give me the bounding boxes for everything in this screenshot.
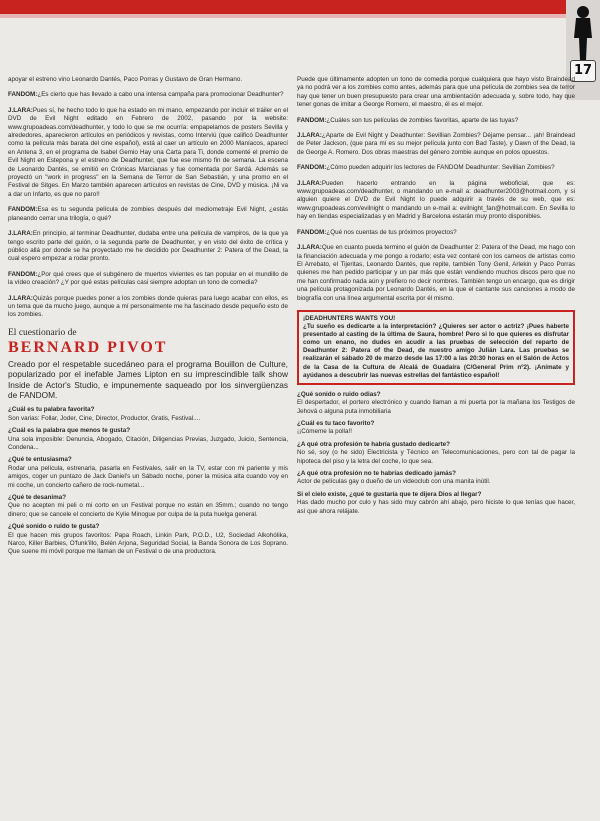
questionnaire-item [8,406,288,423]
header-bar [0,0,600,14]
callout-title: ¡DEADHUNTERS WANTS YOU! [303,314,396,322]
answer: ¡¡Cómeme la polla!! [297,428,352,436]
questionnaire-item [297,441,575,466]
questionnaire-item [8,494,288,519]
interview-paragraph: J.LARA:Pues sí, he hecho todo lo que ha estado en mi mano, empezando por incluir el tráiler en el DVD de Evil Night editado en Febrero de 2002, pasando por la website: www.grupoadeas.com/deadhunter, y todo lo que se me ocurría: empapelamos de posters Sevilla y alrededores, aparecieron artículos en periódicos y revistas, como Interviú (que calificó Deadhunter como la película más barata del cine español), está al caer un artículo en 2000 Maníacos, aparecí en Antena 3, en el programa de Isabel Gemio Hay una Carta para Ti, donde comenté el premio de Evil Night en Estepona y el estreno de Deadhunter, que fue ese mismo fin de semana. La escena de Leonardo Dantés, se emitió en Crónicas Marcianas y fue comentada por Sardá. Además se proyectó un "work in progress" en la Semana de Terror de San Sebastián, y una promo en el Festival de Sitges. En Marzo también aparecen artículos en revistas de Cine, DVD y música. ¡Ni va a dar un Infarto, es que no paro!! [8,106,288,198]
answer: Una sola imposible: Denuncia, Abogado, Citación, Diligencias Previas, Juzgado, Juicio, Sentencia, Condena... [8,435,288,451]
question: ¿Cuál es la palabra que menos te gusta? [8,427,131,435]
interview-paragraph: FANDOM:¿Por qué crees que el subgénero de muertos vivientes es tan popular en el mundillo de la vídeo creación? ¿Y por qué estas películas casi siempre adoptan un tono de comedia? [8,270,288,287]
questionnaire-item [297,470,575,487]
answer: Rodar una película, estrenarla, pasarla en Festivales, salir en la TV, estar con mi pariente y mis amigos, coger un puntazo de Jack Daniel's un Sábado noche, poner la música alta cuando voy en mi coche, un concierto cañero de rock-numetal... [8,464,288,489]
interview-paragraph: FANDOM:¿Cuáles son tus películas de zombies favoritas, aparte de las tuyas? [297,116,519,124]
questionnaire-item [297,420,575,437]
answer: El que hacen mis grupos favoritos: Papa Roach, Linkin Park, P.O.D., U2, Sociedad Alkohólika, Narco, Killer Barbies, O'funk'illo, Belén Arjona, Seguridad Social, la Banda Sonora de Los Soprano. Que suene mi móvil porque me llaman de un Festival o de una productora. [8,531,288,556]
questionnaire-kicker: El cuestionario de [8,327,77,338]
questionnaire-item [297,391,575,416]
interview-paragraph: J.LARA:En principio, al terminar Deadhunter, dudaba entre una película de vampiros, de la que ya tengo escrito parte del guión, o la segunda parte de Deadhunter, y en visto del éxito de crítica y público allá por donde se ha proyectado me he decidido por Deadhunter 2: Patera of the Dead, la cual espero empezar a rodar pronto. [8,230,288,263]
interview-paragraph: J.LARA:Quizás porque puedes poner a los zombies donde quieras para luego acabar con ellos, es un tema que da mucho juego, aunque a mí personalmente me ha fascinado desde pequeño esto de los zombies. [8,294,288,319]
callout-text: ¿Tu sueño es dedicarte a la interpretación? ¿Quieres ser actor o actriz? ¡Pues haberte presentado al casting de la última de Saura, hombre! Pero si lo que quieres es disfrutar como un enano, no dudes en acudir a las pruebas de selección del reparto de Deadhunter 2: Patera of the Dead, de nuestro amigo Julián Lara. Las pruebas se realizarán el sábado 20 de marzo desde las 17:00 a las 20:30 horas en el Salón de Actos de la Casa de la Cultura de Alcalá de Guadaíra (C/General Prim nº2). ¡Anímate y ayúdanos a descubrir las nuevas estrellas del fantástico español! [303,323,569,379]
interview-paragraph: FANDOM:¿Es cierto que has llevado a cabo una intensa campaña para promocionar Deadhunter? [8,91,284,99]
answer: Que no acepten mi peli o mi corto en un Festival porque no están en 35mm.; cuando no tengo dinero; que se cancele el concierto de Kylie Minogue por culpa de la puta huelga general. [8,502,288,518]
answer: Son varias: Follar, Joder, Cine, Director, Productor, Gratis, Festival.... [8,414,201,422]
interview-paragraph: J.LARA:Pueden hacerlo entrando en la página weboficial, que es: www.grupoadeas.com/deadhunter, o mandando un e-mail a: deadhunter2003@hotmail.com, y si alguien quiere el DVD de Evil Night lo puede adquirir a través de su web, que es: www.grupoadeas.com/evilnight o mandando un e-mail a: evilnight_fan@hotmail.com. En Sevilla lo hay en tiendas especializadas y en Madrid y Barcelona estarán muy pronto disponibles. [297,179,575,221]
answer: Has dado mucho por culo y has sido muy cabrón ahí abajo, pero hiciste lo que tenías que hacer, así que ahora relájate. [297,499,575,515]
interview-paragraph: FANDOM:¿Cómo pueden adquirir los lectores de FANDOM Deadhunter: Sevillian Zombies? [297,164,555,172]
questionnaire-title: BERNARD PIVOT [8,338,168,356]
question: ¿Qué te desanima? [8,494,67,502]
questionnaire-item [8,427,288,452]
question: ¿Qué te entusiasma? [8,456,72,464]
answer: Actor de películas gay o dueño de un videoclub con una manita inútil. [297,478,491,486]
questionnaire-item [8,456,288,490]
interview-paragraph: FANDOM:¿Qué nos cuentas de tus próximos proyectos? [297,228,457,236]
question: Si el cielo existe, ¿qué te gustaría que te dijera Dios al llegar? [297,490,482,498]
questionnaire-intro: Creado por el respetable sucedáneo para el programa Bouillon de Culture, popularizado por el inefable James Lipton en su imprescindible talk show Inside de Actor's Studio, e impunemente saqueado por los sinvergüenzas de FANDOM. [8,358,288,400]
questionnaire-item [297,491,575,516]
question: ¿Cuál es tu taco favorito? [297,419,375,427]
interview-paragraph: FANDOM:Esa es tu segunda película de zombies después del mediometraje Evil Night, ¿estás planeando cerrar una trilogía, o qué? [8,206,288,222]
question: ¿Cuál es tu palabra favorita? [8,406,95,414]
question: ¿Qué sonido o ruido odias? [297,390,381,398]
interview-paragraph: J.LARA:¿Aparte de Evil Night y Deadhunter: Sevillian Zombies? Déjame pensar... ¡ah! Braindead de Peter Jackson, (que para mí es su mejor película junto con Bad Taste), y Dawn of the Dead, la de George A. Romero. Dos obras maestras del género zombie aunque en polos opuestos. [297,132,575,156]
question: ¿A qué otra profesión te habría gustado dedicarte? [297,440,451,448]
casting-callout-box [297,310,575,385]
question: ¿Qué sonido o ruido te gusta? [8,523,100,531]
interview-paragraph: apoyar el estreno vino Leonardo Dantés, Paco Porras y Gustavo de Gran Hermano. [8,76,243,83]
zombie-silhouette-icon [571,4,595,62]
right-column [297,76,575,519]
interview-paragraph: J.LARA:Que en cuanto pueda termino el guión de Deadhunter 2: Patera of the Dead, me hago con la financiación adecuada y me pongo a rodarlo; esta vez contaré con los cameos de artistas como El Arrebato, el Tijeritas, Leonardo Dantés, que repite, también Tony Genil, Arlekin y Paco Porras quienes me han pedido participar y un par más que están vendiendo muchos discos pero que no me han confirmado nada aún y prefiero no decir nombres. También tengo un encargo, que es dirigir una película protagonizada por Leonardo Dantés, en la que el cantante sus canciones a modo de biografía con una línea argumental escrita por él mismo. [297,244,575,302]
answer: No sé, soy (o he sido) Electricista y Técnico en Telecomunicaciones, pero con tal de pagar la hipoteca del piso y la letra del coche, lo que sea. [297,449,575,465]
questionnaire-item [8,523,288,557]
questionnaire-heading [8,327,288,356]
interview-paragraph: Puede que últimamente adopten un tono de comedia porque cualquiera que hayo visto Braindead ya no podrá ver a los zombies como antes, además para que una película de zombies sea de terror hay que tener un buen presupuesto para crear una ambientación adecuada y, sobre todo, hay que tener gonas de imitar a George Romero, el maestro, él es el mejor. [297,76,575,109]
page-number: 17 [570,60,596,82]
answer: El despertador, el portero electrónico y cuando llaman a mi puerta por la mañana los Testigos de Jehová o alguna puta inmobiliaria [297,399,575,415]
question: ¿A qué otra profesión no te habrías dedicado jamás? [297,469,456,477]
left-column [8,76,288,560]
